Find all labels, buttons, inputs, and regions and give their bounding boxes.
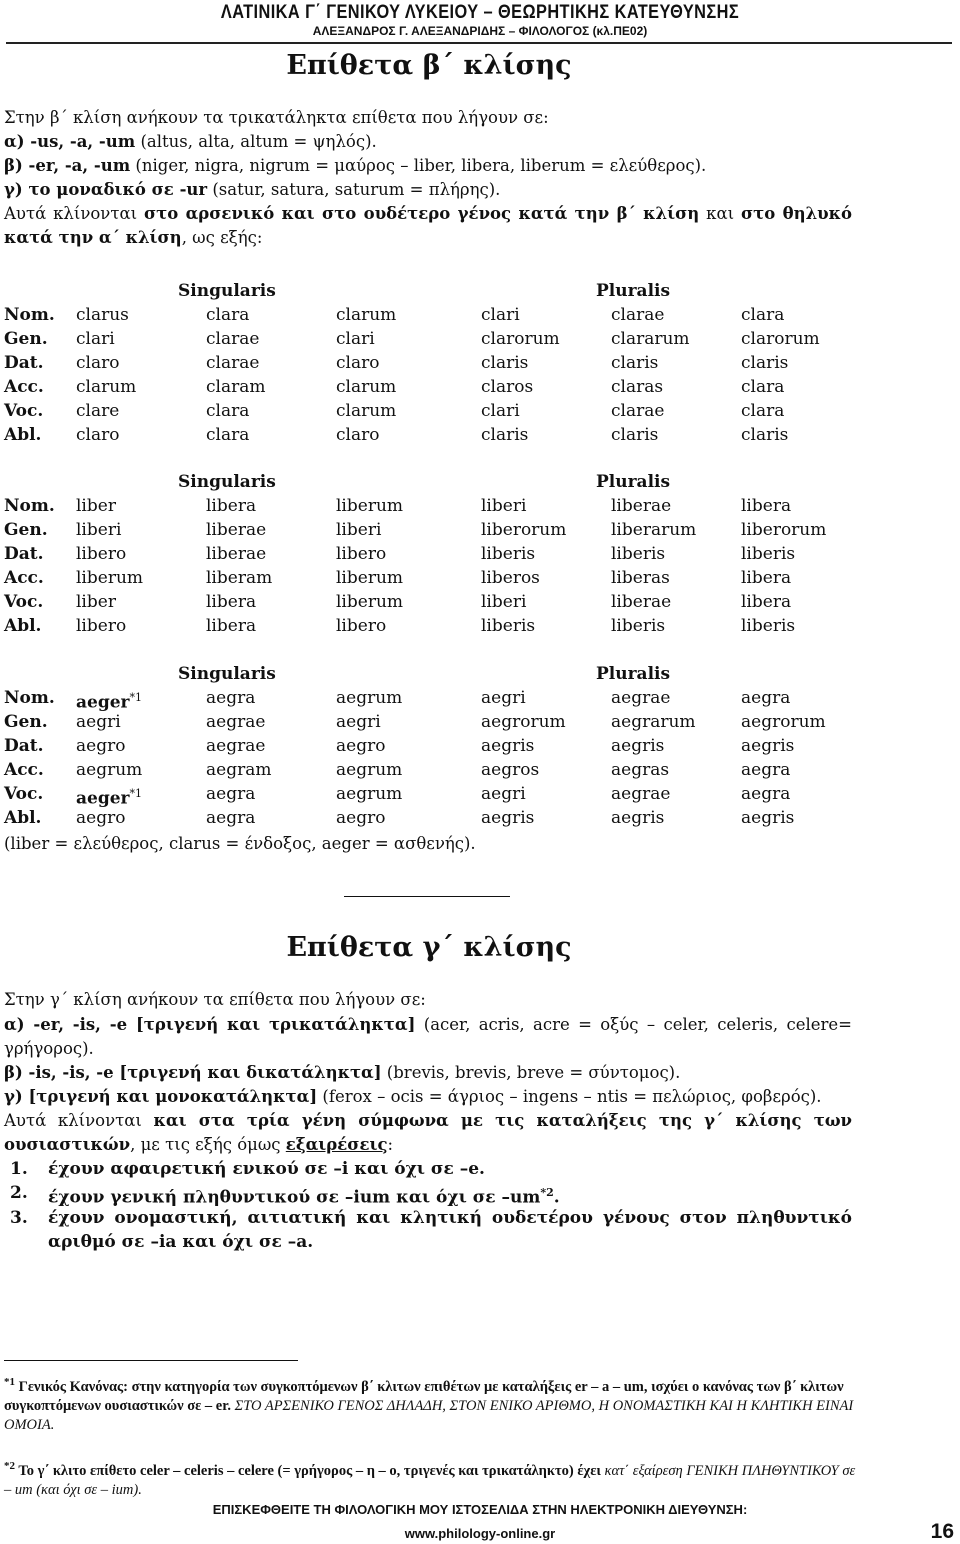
section3-item-b: β) -is, -is, -e [τριγενή και δικατάληκτα] (brevis, brevis, breve = σύντομος). bbox=[4, 1063, 681, 1082]
table-cell: aegra bbox=[206, 688, 256, 708]
table-cell: clarum bbox=[336, 305, 397, 325]
table-cell: aegri bbox=[336, 712, 381, 732]
table-row bbox=[4, 494, 864, 518]
table-row bbox=[4, 542, 864, 566]
table-cell: claras bbox=[611, 377, 664, 397]
pluralis-heading: Pluralis bbox=[596, 472, 671, 492]
page-number: 16 bbox=[930, 1520, 954, 1543]
section2-item-a: α) -us, -a, -um (altus, alta, altum = ψηλός). bbox=[4, 132, 377, 151]
table-cell: aegra bbox=[741, 760, 791, 780]
table-cell: clarum bbox=[336, 401, 397, 421]
table-cell: clarum bbox=[336, 377, 397, 397]
table-cell: claro bbox=[336, 425, 380, 445]
table-row bbox=[4, 351, 864, 375]
table-cell: libera bbox=[206, 592, 257, 612]
table-cell: liberis bbox=[741, 616, 796, 636]
table-cell: aegrae bbox=[611, 784, 671, 804]
table-cell: liberorum bbox=[741, 520, 827, 540]
table-cell: libera bbox=[206, 616, 257, 636]
table-cell: claris bbox=[611, 425, 659, 445]
table-cell: aegrarum bbox=[611, 712, 696, 732]
table-row bbox=[4, 518, 864, 542]
table-cell: clari bbox=[481, 401, 520, 421]
table-cell: aegris bbox=[611, 808, 665, 828]
table-cell: aegra bbox=[741, 688, 791, 708]
case-label: Abl. bbox=[4, 616, 42, 636]
table-cell: aegri bbox=[76, 712, 121, 732]
table-cell: clari bbox=[336, 329, 375, 349]
table-cell: aegris bbox=[741, 808, 795, 828]
table-header-row bbox=[4, 662, 864, 686]
table-cell: liberae bbox=[611, 496, 672, 516]
table-cell: claro bbox=[76, 425, 120, 445]
table-cell: aegri bbox=[481, 784, 526, 804]
section2-title: Επίθετα β΄ κλίσης bbox=[286, 50, 572, 81]
table-cell: aegris bbox=[611, 736, 665, 756]
table-row bbox=[4, 758, 864, 782]
table-row bbox=[4, 782, 864, 809]
table-cell: aegrae bbox=[206, 736, 266, 756]
table-cell: aegrum bbox=[76, 760, 143, 780]
table-cell: claros bbox=[481, 377, 534, 397]
table-cell: aegram bbox=[206, 760, 272, 780]
header-rule bbox=[6, 42, 952, 44]
section3-declension-note: Αυτά κλίνονται και στα τρία γένη σύμφωνα με τις καταλήξεις της γ΄ κλίσης των ουσιαστικών, με τις εξής όμως εξαιρέσεις: bbox=[4, 1111, 853, 1154]
table-cell: aegro bbox=[336, 808, 386, 828]
table-cell: liberum bbox=[336, 568, 404, 588]
footnote-2: $^{*2}$ Το γ΄ κλιτο επίθετο celer – celeris – celere (= γρήγορος – η – ο, τριγενές και τρικατάληκτο) έχει κατ΄ εξαίρεση ΓΕΝΙΚΗ ΠΛΗΘΥΝΤΙΚΟΥ σε – um (και όχι σε – ium). bbox=[4, 1460, 856, 1498]
table-cell: aegrum bbox=[336, 784, 403, 804]
footnote-1: $^{*1}$ Γενικός Κανόνας: στην κατηγορία των συγκοπτόμενων β΄ κλιτων επιθέτων με καταλήξεις er – a – um, ισχύει ο κανόνας των β΄ κλιτων συγκοπτόμενων ουσιαστικών σε – er. ΣΤΟ ΑΡΣΕΝΙΚΟ ΓΕΝΟΣ ΔΗΛΑΔΗ, ΣΤΟΝ ΕΝΙΚΟ ΑΡΙΘΜΟ, Η ΟΝΟΜΑΣΤΙΚΗ ΚΑΙ Η ΚΛΗΤΙΚΗ ΕΙΝΑΙ ΟΜΟΙΑ. bbox=[4, 1376, 854, 1433]
case-label: Nom. bbox=[4, 688, 55, 708]
table-cell: liberum bbox=[336, 592, 404, 612]
table-cell: clare bbox=[76, 401, 120, 421]
footnote-rule bbox=[4, 1360, 298, 1361]
section2-intro: Στην β΄ κλίση ανήκουν τα τρικατάληκτα επίθετα που λήγουν σε: bbox=[4, 108, 549, 127]
table-cell: liberis bbox=[611, 544, 666, 564]
section3-item-c: γ) [τριγενή και μονοκατάληκτα] (ferox – ocis = άγριος – ingens – ntis = πελώριος, φοβερός). bbox=[4, 1087, 822, 1106]
declension-table-liber bbox=[4, 470, 864, 638]
table-cell: aegris bbox=[481, 808, 535, 828]
table-cell: clari bbox=[76, 329, 115, 349]
case-label: Acc. bbox=[4, 760, 44, 780]
table-cell: libero bbox=[76, 544, 127, 564]
table-cell: liberae bbox=[611, 592, 672, 612]
table-cell: liber bbox=[76, 496, 116, 516]
case-label: Gen. bbox=[4, 712, 48, 732]
case-label: Dat. bbox=[4, 736, 44, 756]
section-divider bbox=[344, 896, 510, 897]
case-label: Dat. bbox=[4, 353, 44, 373]
table-cell: clarorum bbox=[741, 329, 820, 349]
table-cell: liberis bbox=[741, 544, 796, 564]
table-cell: claro bbox=[76, 353, 120, 373]
table-cell: liber bbox=[76, 592, 116, 612]
table-cell: libera bbox=[206, 496, 257, 516]
table-cell: clarum bbox=[76, 377, 137, 397]
table-cell: claro bbox=[336, 353, 380, 373]
table-row bbox=[4, 399, 864, 423]
table-cell: clarorum bbox=[481, 329, 560, 349]
table-cell: clara bbox=[206, 425, 250, 445]
table-cell: aegrorum bbox=[741, 712, 826, 732]
table-cell: clara bbox=[741, 377, 785, 397]
table-cell: clarae bbox=[611, 305, 665, 325]
table-cell: aegro bbox=[76, 808, 126, 828]
table-cell: liberarum bbox=[611, 520, 697, 540]
header-title: ΛΑΤΙΝΙΚΑ Γ΄ ΓΕΝΙΚΟΥ ΛΥΚΕΙΟΥ – ΘΕΩΡΗΤΙΚΗΣ ΚΑΤΕΥΘΥΝΣΗΣ bbox=[220, 2, 740, 23]
table-cell: liberi bbox=[76, 520, 122, 540]
table-cell: claris bbox=[741, 425, 789, 445]
table-cell: aegra bbox=[741, 784, 791, 804]
table-cell: liberi bbox=[481, 592, 527, 612]
case-label: Dat. bbox=[4, 544, 44, 564]
table-cell: aegra bbox=[206, 784, 256, 804]
table-cell: clara bbox=[206, 401, 250, 421]
table-cell: liberi bbox=[336, 520, 382, 540]
table-cell: aegrum bbox=[336, 688, 403, 708]
table-cell: liberum bbox=[76, 568, 144, 588]
table-cell: aegras bbox=[611, 760, 670, 780]
table-row bbox=[4, 327, 864, 351]
section2-declension-note: Αυτά κλίνονται στο αρσενικό και στο ουδέτερο γένος κατά την β΄ κλίση και στο θηλυκό κατά την α΄ κλίση, ως εξής: bbox=[4, 204, 852, 247]
table-cell: aegro bbox=[76, 736, 126, 756]
table-cell: libera bbox=[741, 568, 792, 588]
section3-title: Επίθετα γ΄ κλίσης bbox=[286, 932, 572, 963]
table-cell: liberae bbox=[206, 544, 267, 564]
table-cell: aegris bbox=[741, 736, 795, 756]
table-cell: clarae bbox=[206, 329, 260, 349]
declension-table-aeger bbox=[4, 662, 864, 830]
table-header-row bbox=[4, 470, 864, 494]
table-cell: liberos bbox=[481, 568, 540, 588]
footer-visit-text: ΕΠΙΣΚΕΦΘΕΙΤΕ ΤΗ ΦΙΛΟΛΟΓΙΚΗ ΜΟΥ ΙΣΤΟΣΕΛΙΔΑ ΣΤΗΝ ΗΛΕΚΤΡΟΝΙΚΗ ΔΙΕΥΘΥΝΣΗ: bbox=[212, 1502, 748, 1517]
table-cell: aegrorum bbox=[481, 712, 566, 732]
table-cell: aegrae bbox=[611, 688, 671, 708]
table-row bbox=[4, 566, 864, 590]
footer-website-link[interactable]: www.philology-online.gr bbox=[404, 1526, 556, 1541]
case-label: Abl. bbox=[4, 808, 42, 828]
section3-intro: Στην γ΄ κλίση ανήκουν τα επίθετα που λήγουν σε: bbox=[4, 990, 426, 1009]
table-cell: clararum bbox=[611, 329, 690, 349]
section3-item-a: α) -er, -is, -e [τριγενή και τρικατάληκτα] (acer, acris, acre = οξύς – celer, celeris, celere= γρήγορος). bbox=[4, 1015, 852, 1058]
section2-item-c: γ) το μοναδικό σε -ur (satur, satura, saturum = πλήρης). bbox=[4, 180, 501, 199]
table-cell: aegrae bbox=[206, 712, 266, 732]
table-cell: clara bbox=[206, 305, 250, 325]
table-cell: libero bbox=[336, 616, 387, 636]
case-label: Voc. bbox=[4, 592, 44, 612]
table-row bbox=[4, 734, 864, 758]
table-cell: liberorum bbox=[481, 520, 567, 540]
case-label: Acc. bbox=[4, 568, 44, 588]
case-label: Acc. bbox=[4, 377, 44, 397]
case-label: Gen. bbox=[4, 329, 48, 349]
table-cell: clara bbox=[741, 401, 785, 421]
vocabulary-note: (liber = ελεύθερος, clarus = ένδοξος, aeger = ασθενής). bbox=[4, 834, 476, 853]
case-label: Abl. bbox=[4, 425, 42, 445]
table-cell: liberi bbox=[481, 496, 527, 516]
table-cell: clari bbox=[481, 305, 520, 325]
table-row bbox=[4, 423, 864, 447]
table-cell: claris bbox=[481, 353, 529, 373]
table-cell: aegri bbox=[481, 688, 526, 708]
case-label: Gen. bbox=[4, 520, 48, 540]
declension-table-clarus bbox=[4, 279, 864, 447]
table-row bbox=[4, 710, 864, 734]
table-cell: aegro bbox=[336, 736, 386, 756]
table-row bbox=[4, 686, 864, 713]
table-row bbox=[4, 375, 864, 399]
table-cell: clarus bbox=[76, 305, 129, 325]
singularis-heading: Singularis bbox=[178, 664, 276, 684]
table-cell: clarae bbox=[611, 401, 665, 421]
table-row bbox=[4, 806, 864, 830]
singularis-heading: Singularis bbox=[178, 472, 276, 492]
table-cell: claris bbox=[611, 353, 659, 373]
table-header-row bbox=[4, 279, 864, 303]
case-label: Voc. bbox=[4, 401, 44, 421]
table-cell: liberas bbox=[611, 568, 670, 588]
table-cell: claram bbox=[206, 377, 266, 397]
case-label: Nom. bbox=[4, 305, 55, 325]
table-cell: liberis bbox=[481, 544, 536, 564]
table-row bbox=[4, 303, 864, 327]
table-cell: libero bbox=[336, 544, 387, 564]
section2-item-b: β) -er, -a, -um (niger, nigra, nigrum = μαύρος – liber, libera, liberum = ελεύθερος). bbox=[4, 156, 707, 175]
table-cell: libero bbox=[76, 616, 127, 636]
table-cell: aeger$^{*1}$ bbox=[76, 787, 142, 809]
table-cell: aegris bbox=[481, 736, 535, 756]
header-subtitle: ΑΛΕΞΑΝΔΡΟΣ Γ. ΑΛΕΞΑΝΔΡΙΔΗΣ – ΦΙΛΟΛΟΓΟΣ (κλ.ΠΕ02) bbox=[312, 24, 648, 38]
table-cell: liberis bbox=[611, 616, 666, 636]
table-cell: libera bbox=[741, 496, 792, 516]
table-row bbox=[4, 614, 864, 638]
table-cell: liberam bbox=[206, 568, 273, 588]
table-cell: clara bbox=[741, 305, 785, 325]
table-cell: clarae bbox=[206, 353, 260, 373]
table-cell: aeger$^{*1}$ bbox=[76, 691, 142, 713]
table-cell: claris bbox=[741, 353, 789, 373]
table-cell: claris bbox=[481, 425, 529, 445]
table-cell: liberum bbox=[336, 496, 404, 516]
case-label: Voc. bbox=[4, 784, 44, 804]
table-row bbox=[4, 590, 864, 614]
table-cell: liberae bbox=[206, 520, 267, 540]
case-label: Nom. bbox=[4, 496, 55, 516]
table-cell: aegros bbox=[481, 760, 540, 780]
table-cell: liberis bbox=[481, 616, 536, 636]
table-cell: libera bbox=[741, 592, 792, 612]
pluralis-heading: Pluralis bbox=[596, 664, 671, 684]
table-cell: aegrum bbox=[336, 760, 403, 780]
singularis-heading: Singularis bbox=[178, 281, 276, 301]
table-cell: aegra bbox=[206, 808, 256, 828]
pluralis-heading: Pluralis bbox=[596, 281, 671, 301]
